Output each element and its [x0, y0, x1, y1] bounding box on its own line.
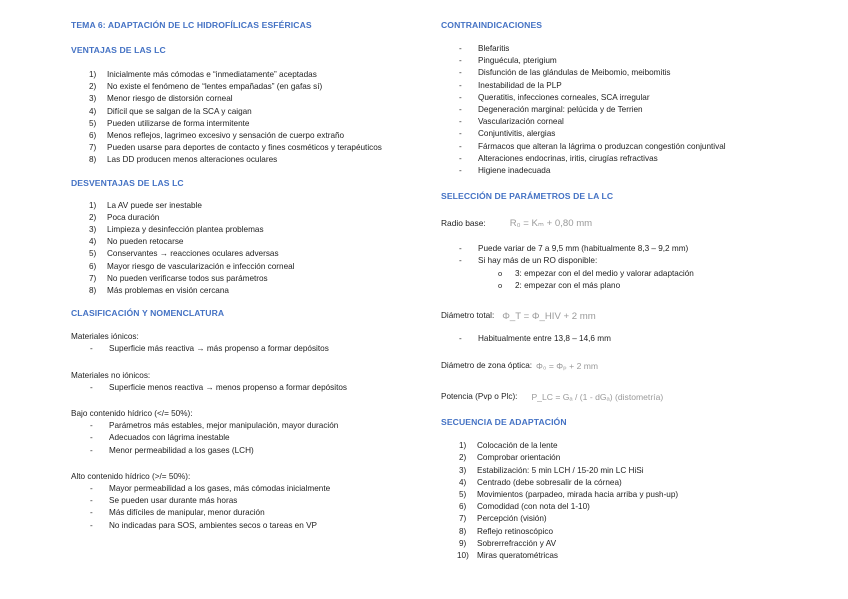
potencia-label: Potencia (Pvp o Plc): — [441, 392, 518, 402]
list-item: 7) Pueden usarse para deportes de contacto y fines cosméticos y terapéuticos — [89, 143, 382, 153]
list-item: 1) Colocación de la lente — [459, 441, 558, 451]
list-item: - Más difíciles de manipular, menor duración — [71, 507, 421, 519]
list-item: 2) No existe el fenómeno de “lentes empañadas” (en gafas sí) — [89, 82, 323, 92]
radio-base-label: Radio base: — [441, 218, 486, 229]
group-label: Materiales iónicos: — [71, 332, 139, 342]
page-title: TEMA 6: ADAPTACIÓN DE LC HIDROFÍLICAS ESFÉRICAS — [71, 20, 312, 30]
desventajas-list — [71, 200, 421, 298]
list-item: 10) Miras queratométricas — [457, 551, 558, 561]
potencia-row — [441, 390, 831, 404]
list-item: 2) Poca duración — [89, 212, 160, 222]
potencia-formula: P_LC = Gₐ / (1 - dGₐ) (distometría) — [531, 392, 664, 403]
radio-base-sublist — [441, 268, 831, 292]
diametro-total-formula: Φ_T = Φ_HIV + 2 mm — [502, 310, 596, 322]
desventajas-heading: DESVENTAJAS DE LAS LC — [71, 177, 184, 188]
list-item: - Vascularización corneal — [441, 116, 831, 128]
list-item: - Adecuados con lágrima inestable — [71, 432, 421, 444]
group-label: Alto contenido hídrico (>/= 50%): — [71, 471, 191, 481]
list-item: 3) Limpieza y desinfección plantea problemas — [89, 225, 264, 235]
list-item: 5) Movimientos (parpadeo, mirada hacia arriba y push-up) — [459, 490, 679, 500]
seleccion-heading: SELECCIÓN DE PARÁMETROS DE LA LC — [441, 191, 614, 202]
list-item: 7) No pueden verificarse todos sus parámetros — [89, 273, 268, 283]
list-item: - Puede variar de 7 a 9,5 mm (habitualmente 8,3 – 9,2 mm) — [441, 243, 831, 255]
list-item: 6) Comodidad (con nota del 1-10) — [459, 502, 590, 512]
group-list — [71, 382, 421, 394]
diametro-total-label: Diámetro total: — [441, 310, 495, 320]
zona-optica-row — [441, 359, 831, 373]
list-item: - Conjuntivitis, alergias — [441, 128, 831, 140]
list-item: 9) Sobrerrefracción y AV — [459, 538, 557, 548]
list-item: 3) Estabilización: 5 min LCH / 15-20 min LC HiSi — [459, 465, 644, 475]
list-item: - Disfunción de las glándulas de Meibomio, meibomitis — [441, 67, 831, 79]
right-column — [441, 20, 831, 562]
list-item: 6) Menos reflejos, lagrimeo excesivo y sensación de cuerpo extraño — [89, 131, 345, 141]
list-item: 5) Pueden utilizarse de forma intermitente — [89, 118, 250, 128]
list-item: 1) Inicialmente más cómodas e “inmediatamente” aceptadas — [89, 70, 317, 79]
list-item: - Se pueden usar durante más horas — [71, 495, 421, 507]
list-item: - Mayor permeabilidad a los gases, más cómodas inicialmente — [71, 483, 421, 495]
list-item: 8) Reflejo retinoscópico — [459, 526, 554, 536]
ventajas-heading: VENTAJAS DE LAS LC — [71, 45, 166, 55]
list-item: - Habitualmente entre 13,8 – 14,6 mm — [441, 333, 831, 345]
radio-base-row — [441, 216, 831, 230]
list-item: o 3: empezar con el del medio y valorar adaptación — [441, 268, 831, 280]
group-label: Materiales no iónicos: — [71, 370, 151, 380]
list-item: - Pinguécula, pterigium — [441, 55, 831, 67]
list-item: - Degeneración marginal: pelúcida y de Terrien — [441, 104, 831, 116]
list-item: 8) Las DD producen menos alteraciones oculares — [89, 155, 278, 165]
list-item: - Si hay más de un RO disponible: — [441, 255, 831, 267]
list-item: 2) Comprobar orientación — [459, 453, 561, 463]
list-item: - Alteraciones endocrinas, iritis, cirugías refractivas — [441, 153, 831, 165]
list-item: - Fármacos que alteran la lágrima o produzcan congestión conjuntival — [441, 141, 831, 153]
zona-optica-label: Diámetro de zona óptica: — [441, 361, 533, 371]
list-item: - Blefaritis — [441, 43, 831, 55]
list-item: - Superficie menos reactiva → menos propenso a formar depósitos — [71, 382, 421, 394]
zona-optica-formula: Φ₀ = Φₚ + 2 mm — [536, 360, 599, 371]
contraindicaciones-list — [441, 43, 831, 177]
group-list — [71, 420, 421, 457]
group-list — [71, 483, 421, 532]
list-item: - No indicadas para SOS, ambientes secos o tareas en VP — [71, 520, 421, 532]
secuencia-heading: SECUENCIA DE ADAPTACIÓN — [441, 417, 567, 428]
radio-base-list — [441, 243, 831, 267]
list-item: 7) Percepción (visión) — [459, 514, 547, 524]
diametro-total-row — [441, 309, 831, 323]
radio-base-formula: R₀ = Kₘ + 0,80 mm — [509, 217, 593, 229]
list-item: - Inestabilidad de la PLP — [441, 80, 831, 92]
list-item: - Higiene inadecuada — [441, 165, 831, 177]
group-label: Bajo contenido hídrico (</= 50%): — [71, 409, 193, 419]
list-item: 4) No pueden retocarse — [89, 237, 184, 247]
list-item: - Parámetros más estables, mejor manipulación, mayor duración — [71, 420, 421, 432]
clasificacion-heading: CLASIFICACIÓN Y NOMENCLATURA — [71, 308, 225, 319]
group-list — [71, 343, 421, 355]
diametro-total-list — [441, 333, 831, 345]
list-item: 8) Más problemas en visión cercana — [89, 286, 229, 296]
list-item: 4) Centrado (debe sobresalir de la córnea) — [459, 477, 622, 487]
list-item: 5) Conservantes → reacciones oculares adversas — [89, 249, 279, 259]
list-item: - Menor permeabilidad a los gases (LCH) — [71, 445, 421, 457]
contraindicaciones-heading: CONTRAINDICACIONES — [441, 20, 543, 30]
list-item: 6) Mayor riesgo de vascularización e infección corneal — [89, 261, 295, 271]
secuencia-list — [441, 440, 831, 562]
list-item: 1) La AV puede ser inestable — [89, 200, 202, 210]
list-item: - Superficie más reactiva → más propenso a formar depósitos — [71, 343, 421, 355]
list-item: 3) Menor riesgo de distorsión corneal — [89, 94, 233, 104]
list-item: o 2: empezar con el más plano — [441, 280, 831, 292]
list-item: - Queratitis, infecciones corneales, SCA irregular — [441, 92, 831, 104]
ventajas-list — [71, 69, 421, 167]
left-column — [71, 20, 421, 532]
list-item: 4) Difícil que se salgan de la SCA y caigan — [89, 106, 252, 116]
